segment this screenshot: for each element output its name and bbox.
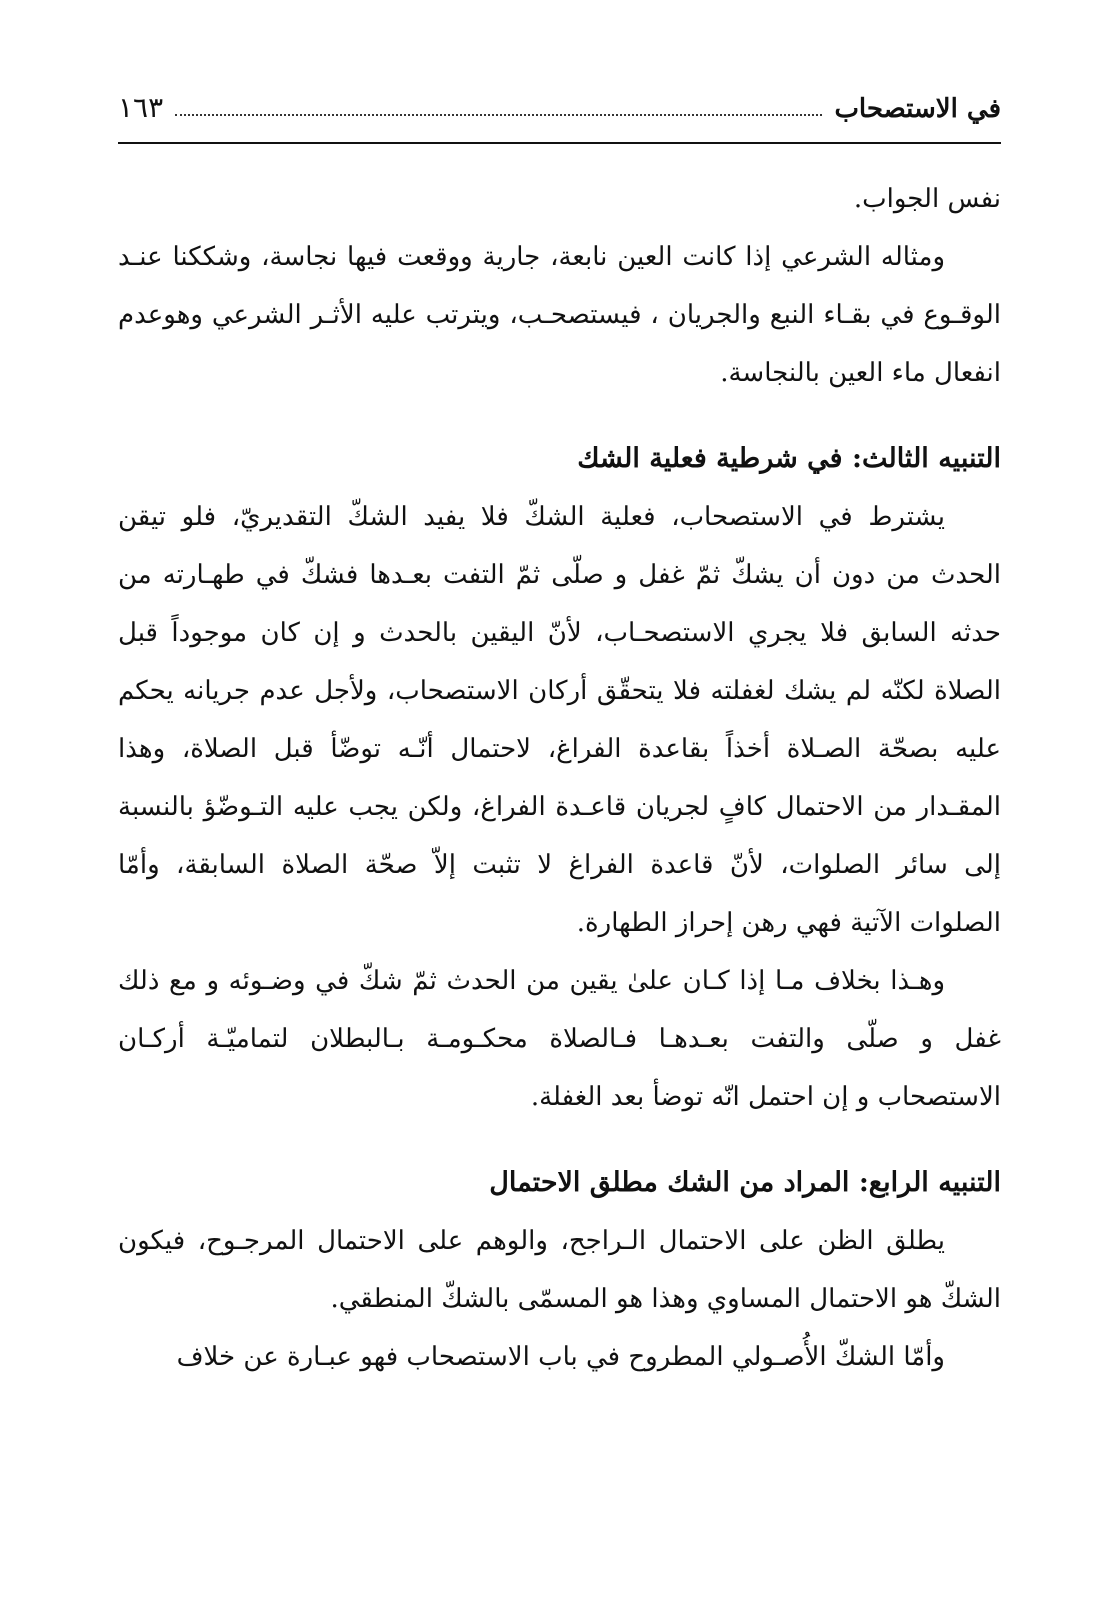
paragraph-2: ومثاله الشرعي إذا كانت العين نابعة، جارية ووقعت فيها نجاسة، وشككنا عنـد الوقـوع في بقـاء النبع والجريان ، فيستصحـب، ويترتب عليه الأثـر الشرعي وهوعدم انفعال ماء العين بالنجاسة.: [118, 242, 1001, 388]
paragraph-3: يشترط في الاستصحاب، فعلية الشكّ فلا يفيد الشكّ التقديريّ، فلو تيقن الحدث من دون أن يشكّ ثمّ غفل و صلّى ثمّ التفت بعـدها فشكّ في طهـارته من حدثه السابق فلا يجري الاستصحـاب، لأنّ اليقين بالحدث و إن كان موجوداً قبل الصلاة لكنّه لم يشك لغفلته فلا يتحقّق أركان الاستصحاب، ولأجل عدم جريانه يحكم عليه بصحّة الصـلاة أخذاً بقاعدة الفراغ، لاحتمال أنّـه توضّأ قبل الصلاة، وهذا المقـدار من الاحتمال كافٍ لجريان قاعـدة الفراغ، ولكن يجب عليه التـوضّؤ بالنسبة إلى سائر الصلوات، لأنّ قاعدة الفراغ لا تثبت إلاّ صحّة الصلاة السابقة، وأمّا الصلوات الآتية فهي رهن إحراز الطهارة.: [118, 502, 1001, 938]
running-header: [118, 80, 1001, 124]
body-text: [118, 170, 1001, 1386]
header-title: في الاستصحاب: [834, 94, 1001, 124]
page-number: ١٦٣: [118, 91, 164, 124]
paragraph-1: نفس الجواب.: [853, 184, 1001, 214]
section-heading-third-note: التنبيه الثالث: في شرطية فعلية الشك: [577, 443, 1001, 474]
header-dot-leader: [175, 113, 822, 116]
header-rule: [118, 142, 1001, 144]
paragraph-6: وأمّا الشكّ الأُصـولي المطروح في باب الاستصحاب فهو عبـارة عن خلاف: [176, 1342, 945, 1372]
paragraph-4: وهـذا بخلاف مـا إذا كـان علىٰ يقين من الحدث ثمّ شكّ في وضـوئه و مع ذلك غفل و صلّى والتفت بعـدهـا فـالصلاة محكـومـة بـالبطلان لتماميّـة أركـان الاستصحاب و إن احتمل انّه توضأ بعد الغفلة.: [118, 966, 1001, 1112]
paragraph-5: يطلق الظن على الاحتمال الـراجح، والوهم على الاحتمال المرجـوح، فيكون الشكّ هو الاحتمال المساوي وهذا هو المسمّى بالشكّ المنطقي.: [118, 1226, 1001, 1314]
section-heading-fourth-note: التنبيه الرابع: المراد من الشك مطلق الاحتمال: [489, 1167, 1001, 1198]
